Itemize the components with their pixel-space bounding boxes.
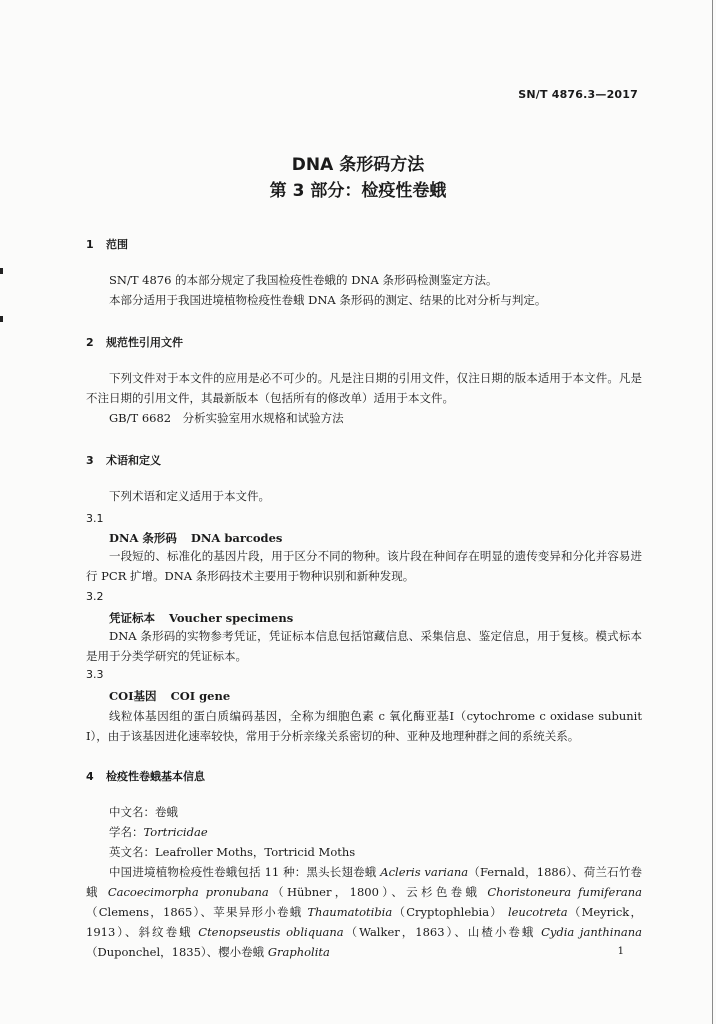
section-heading-scope — [86, 236, 128, 252]
text-run: （Cryptophlebia） — [392, 905, 504, 919]
section-title: 范围 — [106, 238, 128, 251]
species-name: Cydia janthinana — [541, 925, 642, 939]
term-en: COⅠ gene — [170, 689, 231, 703]
chinese-name: 中文名：卷蛾 — [109, 805, 178, 819]
term-en: DNA barcodes — [190, 531, 283, 545]
page-number: 1 — [617, 946, 624, 957]
document-title-line1: DNA 条形码方法 — [291, 155, 425, 175]
scientific-name-value: Tortricidae — [143, 825, 208, 839]
section-heading-normative-references — [86, 334, 183, 350]
term-heading — [109, 610, 293, 626]
term-cn: 凭证标本 — [109, 611, 155, 625]
text-run: （Walker，1863）、山楂小卷蛾 — [343, 925, 542, 939]
species-name: leucotreta — [503, 905, 568, 919]
species-name: Thaumatotibia — [307, 905, 393, 919]
document-code: SN/T 4876.3—2017 — [518, 88, 638, 101]
species-list-paragraph — [86, 862, 642, 962]
term-cn: DNA 条形码 — [109, 531, 177, 545]
species-name: Grapholita — [267, 945, 330, 959]
section-number: 3 — [86, 454, 94, 467]
species-name: Ctenopseustis obliquana — [198, 925, 344, 939]
text-run: （Fernald，1886）、荷兰石竹卷蛾 — [86, 865, 642, 899]
text-run: （Meyrick，1913）、斜纹卷蛾 — [86, 905, 642, 939]
text-run: （Hübner，1800）、云杉色卷蛾 — [268, 885, 488, 899]
term-definition: DNA 条形码的实物参考凭证，凭证标本信息包括馆藏信息、采集信息、鉴定信息，用于复核。模式标本是用于分类学研究的凭证标本。 — [86, 629, 642, 663]
section-title: 术语和定义 — [106, 454, 161, 467]
paragraph: 下列文件对于本文件的应用是必不可少的。凡是注日期的引用文件，仅注日期的版本适用于本文件。凡是不注日期的引用文件，其最新版本（包括所有的修改单）适用于本文件。 — [86, 371, 642, 405]
section-title: 检疫性卷蛾基本信息 — [106, 770, 205, 783]
term-number: 3.3 — [86, 668, 104, 681]
section-heading-basic-info — [86, 768, 205, 784]
reference-item: GB/T 6682 分析实验室用水规格和试验方法 — [109, 411, 344, 425]
term-en: Voucher specimens — [169, 611, 294, 625]
species-name: Cacoecimorpha pronubana — [107, 885, 269, 899]
section-number: 4 — [86, 770, 94, 783]
term-number: 3.1 — [86, 512, 104, 525]
term-definition: 一段短的、标准化的基因片段，用于区分不同的物种。该片段在种间存在明显的遗传变异和分化并容易进行 PCR 扩增。DNA 条形码技术主要用于物种识别和新种发现。 — [86, 549, 642, 583]
scan-mark — [0, 268, 3, 274]
section-number: 2 — [86, 336, 94, 349]
text-run: 中国进境植物检疫性卷蛾包括 11 种：黑头长翅卷蛾 — [109, 865, 381, 879]
english-name: 英文名：Leafroller Moths，Tortricid Moths — [109, 845, 356, 859]
scan-mark — [0, 316, 3, 322]
term-heading — [109, 688, 230, 704]
section-title: 规范性引用文件 — [106, 336, 183, 349]
paragraph: SN/T 4876 的本部分规定了我国检疫性卷蛾的 DNA 条形码检测鉴定方法。 — [109, 273, 498, 287]
species-name: Acleris variana — [380, 865, 469, 879]
document-title-line2: 第 3 部分：检疫性卷蛾 — [269, 181, 447, 201]
term-definition: 线粒体基因组的蛋白质编码基因，全称为细胞色素 c 氧化酶亚基Ⅰ（cytochrome c oxidase subunit Ⅰ），由于该基因进化速率较快，常用于分析亲缘关系密切的种、亚种及地理种群之间的系统关系。 — [86, 709, 642, 743]
term-number: 3.2 — [86, 590, 104, 603]
paragraph: 下列术语和定义适用于本文件。 — [109, 489, 270, 503]
species-name: Choristoneura fumiferana — [487, 885, 642, 899]
text-run: （Duponchel，1835）、樱小卷蛾 — [86, 945, 268, 959]
term-cn: COⅠ基因 — [109, 689, 157, 703]
scientific-name-label: 学名： — [109, 825, 144, 839]
section-heading-terms — [86, 452, 161, 468]
paragraph: 本部分适用于我国进境植物检疫性卷蛾 DNA 条形码的测定、结果的比对分析与判定。 — [109, 293, 547, 307]
scientific-name — [109, 822, 208, 842]
text-run: （Clemens，1865）、苹果异形小卷蛾 — [86, 905, 308, 919]
term-heading — [109, 530, 282, 546]
section-number: 1 — [86, 238, 94, 251]
